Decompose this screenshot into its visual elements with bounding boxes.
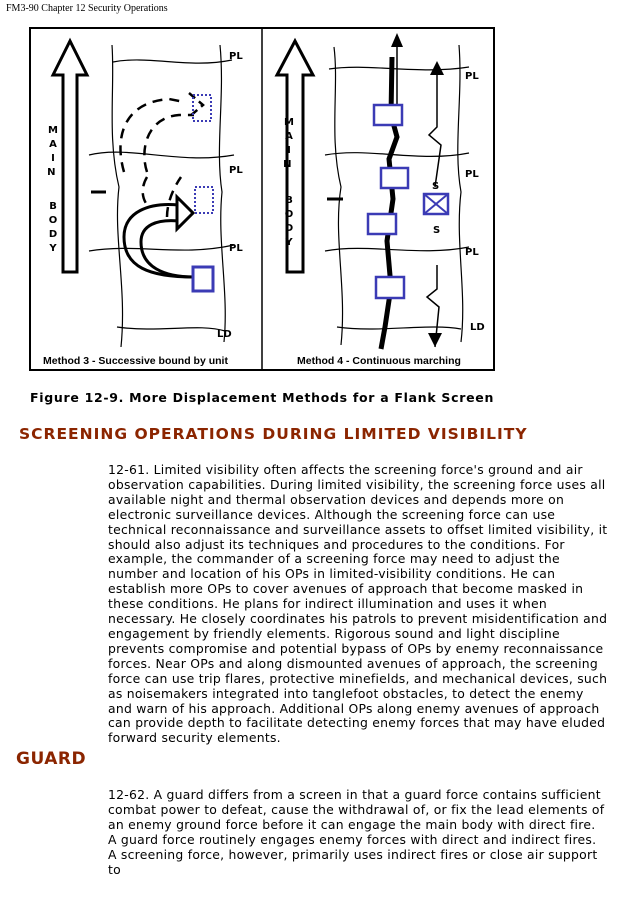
phase-line-label: PL: [229, 165, 243, 176]
unit-box: [374, 105, 402, 125]
method3-caption: Method 3 - Successive bound by unit: [43, 355, 228, 367]
paragraph-12-61: 12-61. Limited visibility often affects the screening force's ground and air observation capabilities. During limited visibility, the screening force uses all available night and thermal observation devices and depends more on electronic surveillance devices. Although the screening force can use technical reconnaissance and surveillance assets to offset limited visibility, it should also adjust its techniques and procedures to the conditions. For example, the commander of a screening force may need to adjust the number and location of his OPs in limited-visibility conditions. He can establish more OPs to cover avenues of approach that become masked in these conditions. He plans for indirect illumination and uses it when necessary. He closely coordinates his patrols to prevent misidentification and engagement by friendly elements. Rigorous sound and light discipline prevents compromise and potential bypass of OPs by enemy reconnaissance forces. Near OPs and along dismounted avenues of approach, the screening force can use trip flares, protective minefields, and mechanical devices, such as noisemakers integrated into tanglefoot obstacles, to detect the enemy and warn of his approach. Additional OPs along enemy avenues of approach can provide depth to facilitate detecting enemy forces that may have eluded forward security elements.: [108, 462, 608, 746]
phase-line-label: PL: [229, 243, 243, 254]
ld-label: LD: [217, 329, 232, 340]
section-heading: SCREENING OPERATIONS DURING LIMITED VISIBILITY: [19, 425, 528, 443]
main-body-label-left: M A I N B O D Y: [47, 125, 58, 254]
phase-line-label: PL: [465, 247, 479, 258]
phase-line-label: PL: [465, 169, 479, 180]
screen-label: S: [433, 225, 441, 236]
unit-box: [376, 277, 404, 298]
figure-caption: Figure 12-9. More Displacement Methods for a Flank Screen: [30, 390, 495, 405]
displacement-figure: [29, 27, 495, 371]
guard-heading: GUARD: [16, 749, 87, 769]
unit-box: [381, 168, 408, 188]
unit-box: [368, 214, 396, 234]
phase-line-label: PL: [465, 71, 479, 82]
screen-label: S: [432, 181, 440, 192]
paragraph-12-62: 12-62. A guard differs from a screen in that a guard force contains sufficient combat power to defeat, cause the withdrawal of, or fix the lead elements of an enemy ground force before it can engage the main body with direct fire. A guard force routinely engages enemy forces with direct and indirect fires. A screening force, however, primarily uses indirect fires or close air support to: [108, 787, 605, 877]
running-header: FM3-90 Chapter 12 Security Operations: [6, 3, 168, 14]
phase-line-label: PL: [229, 51, 243, 62]
main-body-label-right: M A I N B O D Y: [283, 117, 294, 248]
method4-caption: Method 4 - Continuous marching: [297, 355, 461, 367]
ld-label: LD: [470, 322, 485, 333]
